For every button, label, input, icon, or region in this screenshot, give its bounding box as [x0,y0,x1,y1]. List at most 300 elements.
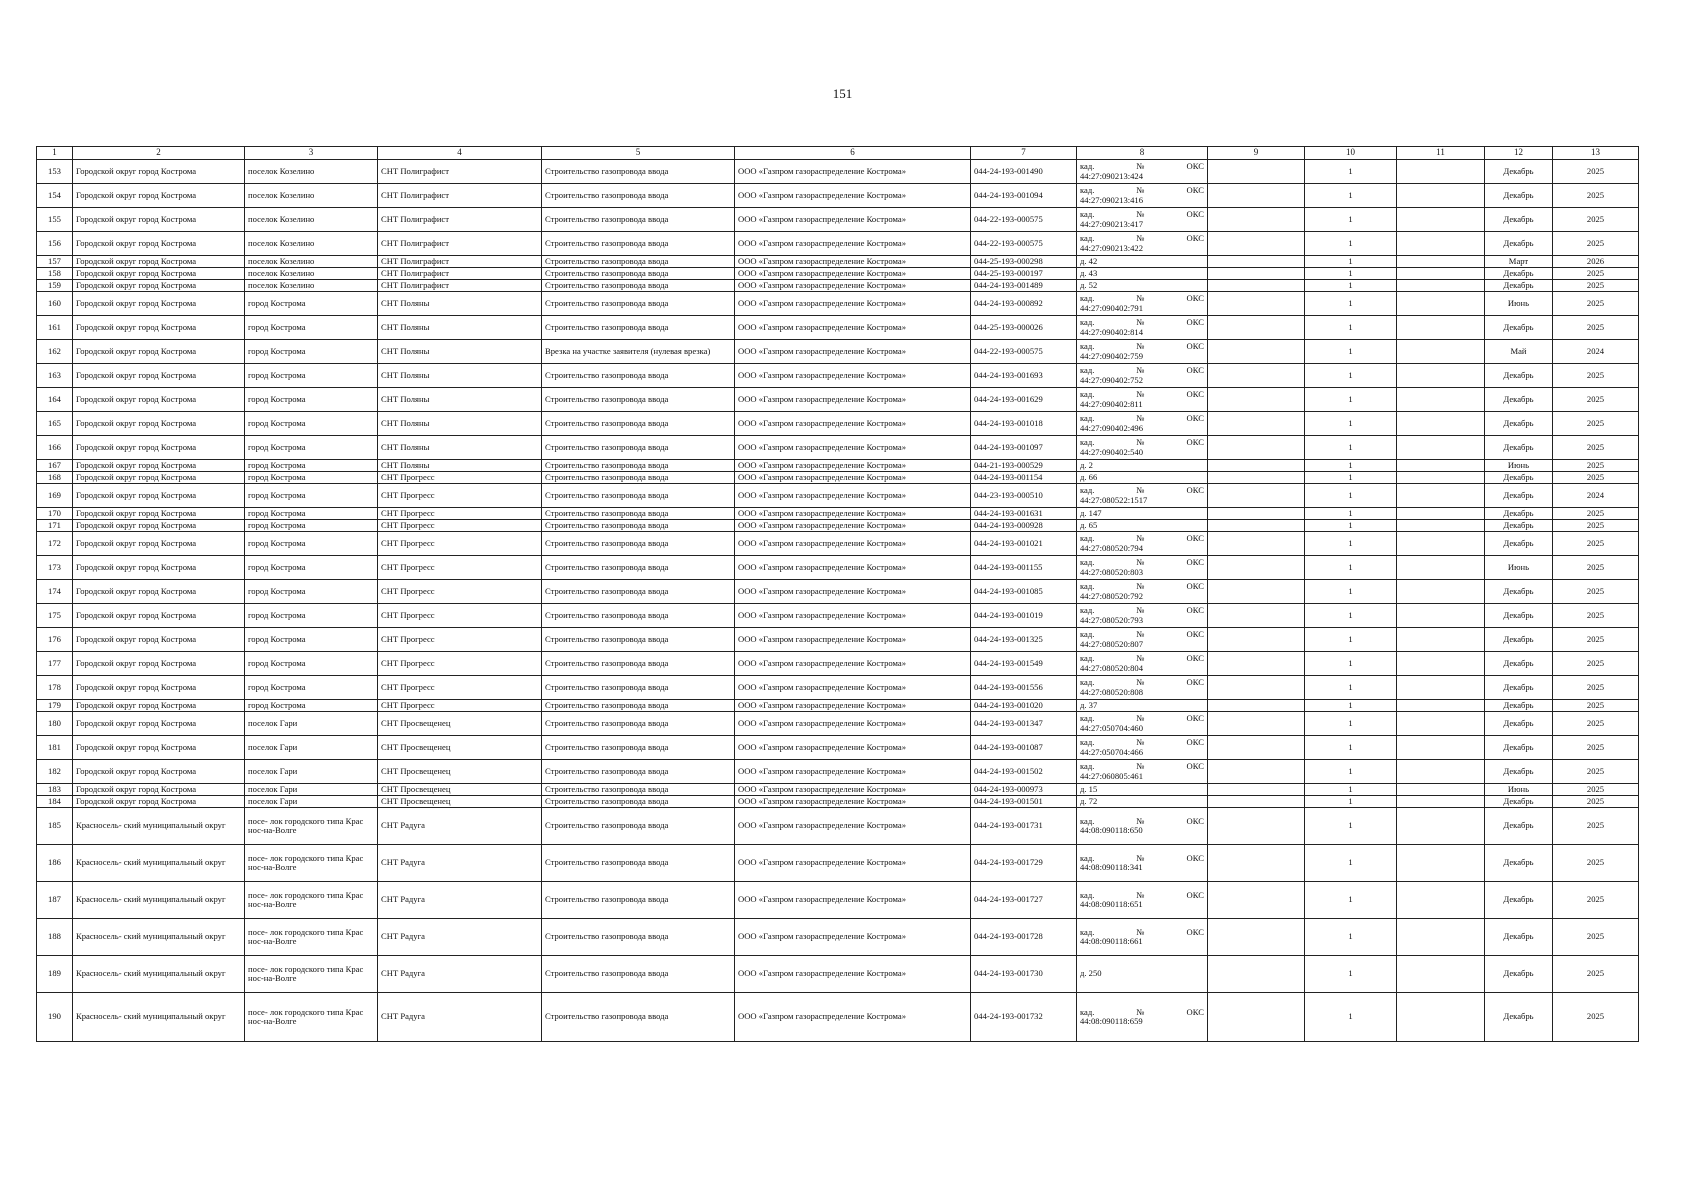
organization-cell: ООО «Газпром газораспределение Кострома» [735,628,971,652]
column-9-cell [1208,556,1305,580]
work-type-cell: Строительство газопровода ввода [542,700,735,712]
locality-cell: поселок Гари [245,760,378,784]
column-9-cell [1208,280,1305,292]
organization-cell: ООО «Газпром газораспределение Кострома» [735,784,971,796]
object-cell: кад. № ОКС 44:27:080520:794 [1077,532,1208,556]
quantity-cell: 1 [1305,556,1397,580]
code-cell: 044-21-193-000529 [971,460,1077,472]
table-row [37,919,1639,956]
object-cell: д. 37 [1077,700,1208,712]
object-cell: д. 65 [1077,520,1208,532]
cadastral-number: 44:27:090402:811 [1080,398,1143,409]
code-cell: 044-24-193-001502 [971,760,1077,784]
object-cell: кад. № ОКС 44:27:080520:808 [1077,676,1208,700]
locality-cell: город Кострома [245,700,378,712]
quantity-cell: 1 [1305,460,1397,472]
table-row [37,676,1639,700]
column-9-cell [1208,956,1305,993]
cadastral-number: 44:27:080522:1517 [1080,494,1148,505]
object-cell: д. 66 [1077,472,1208,484]
work-type-cell: Строительство газопровода ввода [542,436,735,460]
organization-cell: ООО «Газпром газораспределение Кострома» [735,208,971,232]
organization-cell: ООО «Газпром газораспределение Кострома» [735,700,971,712]
row-number-cell: 177 [37,652,73,676]
row-number-cell: 165 [37,412,73,436]
year-cell: 2025 [1553,784,1639,796]
snt-cell: СНТ Просвещенец [378,712,542,736]
year-cell: 2025 [1553,956,1639,993]
code-cell: 044-24-193-001629 [971,388,1077,412]
year-cell: 2025 [1553,388,1639,412]
year-cell: 2024 [1553,340,1639,364]
locality-cell: поселок Козелино [245,256,378,268]
quantity-cell: 1 [1305,280,1397,292]
year-cell: 2025 [1553,556,1639,580]
quantity-cell: 1 [1305,340,1397,364]
work-type-cell: Строительство газопровода ввода [542,256,735,268]
snt-cell: СНТ Полиграфист [378,256,542,268]
code-cell: 044-25-193-000298 [971,256,1077,268]
quantity-cell: 1 [1305,993,1397,1042]
row-number-cell: 153 [37,160,73,184]
year-cell: 2026 [1553,256,1639,268]
month-cell: Март [1485,256,1553,268]
organization-cell: ООО «Газпром газораспределение Кострома» [735,184,971,208]
object-cell: кад. № ОКС 44:27:090213:424 [1077,160,1208,184]
year-cell: 2025 [1553,580,1639,604]
snt-cell: СНТ Поляны [378,316,542,340]
code-cell: 044-24-193-001325 [971,628,1077,652]
table-row [37,882,1639,919]
object-cell: кад. № ОКС 44:27:090402:791 [1077,292,1208,316]
municipality-cell: Городской округ город Кострома [73,184,245,208]
column-11-cell [1397,882,1485,919]
snt-cell: СНТ Прогресс [378,484,542,508]
snt-cell: СНТ Полиграфист [378,268,542,280]
locality-cell: город Кострома [245,436,378,460]
object-cell: кад. № ОКС 44:27:050704:460 [1077,712,1208,736]
organization-cell: ООО «Газпром газораспределение Кострома» [735,292,971,316]
locality-cell: город Кострома [245,292,378,316]
column-9-cell [1208,412,1305,436]
organization-cell: ООО «Газпром газораспределение Кострома» [735,508,971,520]
column-11-cell [1397,808,1485,845]
row-number-cell: 164 [37,388,73,412]
object-cell: д. 43 [1077,268,1208,280]
organization-cell: ООО «Газпром газораспределение Кострома» [735,472,971,484]
object-cell: кад. № ОКС 44:27:080520:804 [1077,652,1208,676]
code-cell: 044-24-193-001730 [971,956,1077,993]
row-number-cell: 173 [37,556,73,580]
row-number-cell: 163 [37,364,73,388]
column-9-cell [1208,184,1305,208]
column-11-cell [1397,412,1485,436]
month-cell: Декабрь [1485,412,1553,436]
column-number-row [37,147,1639,160]
year-cell: 2025 [1553,532,1639,556]
code-cell: 044-24-193-001087 [971,736,1077,760]
locality-cell: поселок Гари [245,736,378,760]
cadastral-number: 44:27:050704:460 [1080,722,1144,733]
column-11-cell [1397,993,1485,1042]
cadastral-number: 44:27:090402:791 [1080,302,1144,313]
locality-cell: поселок Козелино [245,232,378,256]
row-number-cell: 172 [37,532,73,556]
row-number-cell: 187 [37,882,73,919]
table-row [37,412,1639,436]
organization-cell: ООО «Газпром газораспределение Кострома» [735,808,971,845]
work-type-cell: Строительство газопровода ввода [542,508,735,520]
municipality-cell: Городской округ город Кострома [73,604,245,628]
snt-cell: СНТ Просвещенец [378,784,542,796]
column-11-cell [1397,580,1485,604]
snt-cell: СНТ Радуга [378,919,542,956]
quantity-cell: 1 [1305,184,1397,208]
code-cell: 044-24-193-001729 [971,845,1077,882]
work-type-cell: Строительство газопровода ввода [542,796,735,808]
object-cell: кад. № ОКС 44:08:090118:659 [1077,993,1208,1042]
month-cell: Декабрь [1485,956,1553,993]
snt-cell: СНТ Прогресс [378,676,542,700]
code-cell: 044-24-193-001501 [971,796,1077,808]
quantity-cell: 1 [1305,796,1397,808]
object-cell: кад. № ОКС 44:08:090118:650 [1077,808,1208,845]
month-cell: Декабрь [1485,628,1553,652]
work-type-cell: Строительство газопровода ввода [542,808,735,845]
column-9-cell [1208,364,1305,388]
column-9-cell [1208,712,1305,736]
snt-cell: СНТ Прогресс [378,520,542,532]
work-type-cell: Строительство газопровода ввода [542,882,735,919]
locality-cell: город Кострома [245,628,378,652]
month-cell: Декабрь [1485,484,1553,508]
municipality-cell: Городской округ город Кострома [73,364,245,388]
municipality-cell: Городской округ город Кострома [73,700,245,712]
municipality-cell: Городской округ город Кострома [73,160,245,184]
locality-cell: посе- лок городского типа Крас нос-на-Волге [245,808,378,845]
row-number-cell: 181 [37,736,73,760]
object-cell: кад. № ОКС 44:27:080520:792 [1077,580,1208,604]
organization-cell: ООО «Газпром газораспределение Кострома» [735,316,971,340]
table-row [37,484,1639,508]
year-cell: 2025 [1553,316,1639,340]
table-row [37,760,1639,784]
table-row [37,993,1639,1042]
quantity-cell: 1 [1305,256,1397,268]
municipality-cell: Городской округ город Кострома [73,256,245,268]
municipality-cell: Городской округ город Кострома [73,760,245,784]
snt-cell: СНТ Полиграфист [378,280,542,292]
column-11-cell [1397,845,1485,882]
code-cell: 044-24-193-001155 [971,556,1077,580]
organization-cell: ООО «Газпром газораспределение Кострома» [735,845,971,882]
work-type-cell: Строительство газопровода ввода [542,412,735,436]
work-type-cell: Строительство газопровода ввода [542,316,735,340]
code-cell: 044-24-193-001732 [971,993,1077,1042]
column-9-cell [1208,508,1305,520]
column-9-cell [1208,760,1305,784]
table-row [37,232,1639,256]
work-type-cell: Строительство газопровода ввода [542,364,735,388]
locality-cell: посе- лок городского типа Крас нос-на-Волге [245,993,378,1042]
quantity-cell: 1 [1305,520,1397,532]
snt-cell: СНТ Поляны [378,412,542,436]
work-type-cell: Строительство газопровода ввода [542,292,735,316]
column-9-cell [1208,292,1305,316]
column-11-cell [1397,484,1485,508]
row-number-cell: 183 [37,784,73,796]
cadastral-number: 44:27:080520:793 [1080,614,1144,625]
row-number-cell: 171 [37,520,73,532]
object-cell: кад. № ОКС 44:27:090402:752 [1077,364,1208,388]
column-11-cell [1397,232,1485,256]
quantity-cell: 1 [1305,160,1397,184]
cadastral-number: 44:08:090118:341 [1080,862,1143,872]
snt-cell: СНТ Радуга [378,882,542,919]
work-type-cell: Строительство газопровода ввода [542,484,735,508]
month-cell: Декабрь [1485,520,1553,532]
quantity-cell: 1 [1305,604,1397,628]
month-cell: Декабрь [1485,796,1553,808]
column-11-cell [1397,676,1485,700]
column-11-cell [1397,256,1485,268]
year-cell: 2025 [1553,268,1639,280]
snt-cell: СНТ Прогресс [378,508,542,520]
year-cell: 2025 [1553,160,1639,184]
column-11-cell [1397,388,1485,412]
row-number-cell: 154 [37,184,73,208]
column-9-cell [1208,208,1305,232]
organization-cell: ООО «Газпром газораспределение Кострома» [735,412,971,436]
year-cell: 2024 [1553,484,1639,508]
month-cell: Декабрь [1485,845,1553,882]
organization-cell: ООО «Газпром газораспределение Кострома» [735,280,971,292]
locality-cell: поселок Козелино [245,268,378,280]
quantity-cell: 1 [1305,232,1397,256]
object-cell: д. 72 [1077,796,1208,808]
column-9-cell [1208,316,1305,340]
code-cell: 044-24-193-001154 [971,472,1077,484]
column-number-header: 4 [378,147,542,160]
snt-cell: СНТ Поляны [378,436,542,460]
month-cell: Декабрь [1485,472,1553,484]
locality-cell: поселок Гари [245,784,378,796]
month-cell: Декабрь [1485,532,1553,556]
cadastral-number: 44:27:060805:461 [1080,770,1144,781]
table-row [37,736,1639,760]
month-cell: Декабрь [1485,280,1553,292]
object-cell: кад. № ОКС 44:27:060805:461 [1077,760,1208,784]
locality-cell: город Кострома [245,484,378,508]
code-cell: 044-24-193-001549 [971,652,1077,676]
organization-cell: ООО «Газпром газораспределение Кострома» [735,532,971,556]
snt-cell: СНТ Прогресс [378,532,542,556]
row-number-cell: 182 [37,760,73,784]
column-number-header: 10 [1305,147,1397,160]
work-type-cell: Строительство газопровода ввода [542,460,735,472]
row-number-cell: 155 [37,208,73,232]
year-cell: 2025 [1553,882,1639,919]
code-cell: 044-24-193-001631 [971,508,1077,520]
column-9-cell [1208,919,1305,956]
quantity-cell: 1 [1305,736,1397,760]
quantity-cell: 1 [1305,652,1397,676]
municipality-cell: Городской округ город Кострома [73,580,245,604]
column-11-cell [1397,532,1485,556]
year-cell: 2025 [1553,460,1639,472]
year-cell: 2025 [1553,700,1639,712]
row-number-cell: 157 [37,256,73,268]
column-9-cell [1208,256,1305,268]
cadastral-number: 44:27:090402:540 [1080,446,1144,457]
work-type-cell: Строительство газопровода ввода [542,556,735,580]
month-cell: Декабрь [1485,760,1553,784]
quantity-cell: 1 [1305,760,1397,784]
table-row [37,460,1639,472]
cadastral-number: 44:27:090213:416 [1080,194,1144,205]
code-cell: 044-24-193-001094 [971,184,1077,208]
organization-cell: ООО «Газпром газораспределение Кострома» [735,712,971,736]
month-cell: Декабрь [1485,736,1553,760]
month-cell: Декабрь [1485,208,1553,232]
locality-cell: город Кострома [245,604,378,628]
object-cell: кад. № ОКС 44:27:090402:540 [1077,436,1208,460]
snt-cell: СНТ Полиграфист [378,184,542,208]
column-11-cell [1397,160,1485,184]
code-cell: 044-22-193-000575 [971,208,1077,232]
locality-cell: посе- лок городского типа Крас нос-на-Волге [245,845,378,882]
year-cell: 2025 [1553,652,1639,676]
work-type-cell: Строительство газопровода ввода [542,919,735,956]
quantity-cell: 1 [1305,676,1397,700]
object-cell: д. 15 [1077,784,1208,796]
locality-cell: посе- лок городского типа Крас нос-на-Волге [245,882,378,919]
municipality-cell: Красносель- ский муниципальный округ [73,845,245,882]
table-row [37,796,1639,808]
column-11-cell [1397,784,1485,796]
row-number-cell: 160 [37,292,73,316]
column-9-cell [1208,736,1305,760]
month-cell: Декабрь [1485,388,1553,412]
column-9-cell [1208,700,1305,712]
organization-cell: ООО «Газпром газораспределение Кострома» [735,796,971,808]
municipality-cell: Красносель- ский муниципальный округ [73,956,245,993]
organization-cell: ООО «Газпром газораспределение Кострома» [735,760,971,784]
table-row [37,532,1639,556]
locality-cell: город Кострома [245,460,378,472]
row-number-cell: 167 [37,460,73,472]
locality-cell: город Кострома [245,652,378,676]
municipality-cell: Красносель- ский муниципальный округ [73,993,245,1042]
locality-cell: город Кострома [245,364,378,388]
locality-cell: поселок Козелино [245,160,378,184]
snt-cell: СНТ Поляны [378,340,542,364]
month-cell: Июнь [1485,292,1553,316]
column-9-cell [1208,436,1305,460]
municipality-cell: Красносель- ский муниципальный округ [73,808,245,845]
code-cell: 044-24-193-001020 [971,700,1077,712]
snt-cell: СНТ Прогресс [378,652,542,676]
table-row [37,808,1639,845]
work-type-cell: Строительство газопровода ввода [542,184,735,208]
organization-cell: ООО «Газпром газораспределение Кострома» [735,256,971,268]
year-cell: 2025 [1553,364,1639,388]
code-cell: 044-24-193-001727 [971,882,1077,919]
cadastral-number: 44:27:090402:759 [1080,350,1144,361]
column-11-cell [1397,436,1485,460]
year-cell: 2025 [1553,436,1639,460]
organization-cell: ООО «Газпром газораспределение Кострома» [735,364,971,388]
work-type-cell: Строительство газопровода ввода [542,520,735,532]
year-cell: 2025 [1553,628,1639,652]
work-type-cell: Строительство газопровода ввода [542,388,735,412]
column-9-cell [1208,845,1305,882]
column-9-cell [1208,882,1305,919]
organization-cell: ООО «Газпром газораспределение Кострома» [735,436,971,460]
column-9-cell [1208,808,1305,845]
organization-cell: ООО «Газпром газораспределение Кострома» [735,919,971,956]
quantity-cell: 1 [1305,292,1397,316]
table-row [37,388,1639,412]
object-cell: кад. № ОКС 44:27:090213:417 [1077,208,1208,232]
cadastral-number: 44:27:090402:496 [1080,422,1144,433]
municipality-cell: Городской округ город Кострома [73,472,245,484]
month-cell: Декабрь [1485,808,1553,845]
locality-cell: город Кострома [245,520,378,532]
month-cell: Декабрь [1485,268,1553,280]
column-11-cell [1397,280,1485,292]
municipality-cell: Городской округ город Кострома [73,268,245,280]
snt-cell: СНТ Прогресс [378,628,542,652]
table-row [37,280,1639,292]
column-number-header: 9 [1208,147,1305,160]
year-cell: 2025 [1553,993,1639,1042]
column-9-cell [1208,532,1305,556]
work-type-cell: Строительство газопровода ввода [542,845,735,882]
object-cell: кад. № ОКС 44:27:090402:759 [1077,340,1208,364]
table-row [37,712,1639,736]
table-row [37,956,1639,993]
work-type-cell: Строительство газопровода ввода [542,784,735,796]
locality-cell: город Кострома [245,340,378,364]
quantity-cell: 1 [1305,268,1397,280]
column-9-cell [1208,580,1305,604]
code-cell: 044-24-193-001490 [971,160,1077,184]
row-number-cell: 184 [37,796,73,808]
column-9-cell [1208,796,1305,808]
quantity-cell: 1 [1305,580,1397,604]
column-11-cell [1397,919,1485,956]
table-row [37,508,1639,520]
column-9-cell [1208,472,1305,484]
column-11-cell [1397,292,1485,316]
municipality-cell: Городской округ город Кострома [73,292,245,316]
object-cell: кад. № ОКС 44:27:080520:807 [1077,628,1208,652]
column-11-cell [1397,712,1485,736]
column-9-cell [1208,460,1305,472]
snt-cell: СНТ Радуга [378,845,542,882]
month-cell: Декабрь [1485,508,1553,520]
year-cell: 2025 [1553,472,1639,484]
snt-cell: СНТ Поляны [378,460,542,472]
code-cell: 044-24-193-000892 [971,292,1077,316]
column-number-header: 3 [245,147,378,160]
column-number-header: 1 [37,147,73,160]
object-cell: кад. № ОКС 44:27:080520:803 [1077,556,1208,580]
snt-cell: СНТ Прогресс [378,580,542,604]
month-cell: Декабрь [1485,436,1553,460]
snt-cell: СНТ Прогресс [378,556,542,580]
